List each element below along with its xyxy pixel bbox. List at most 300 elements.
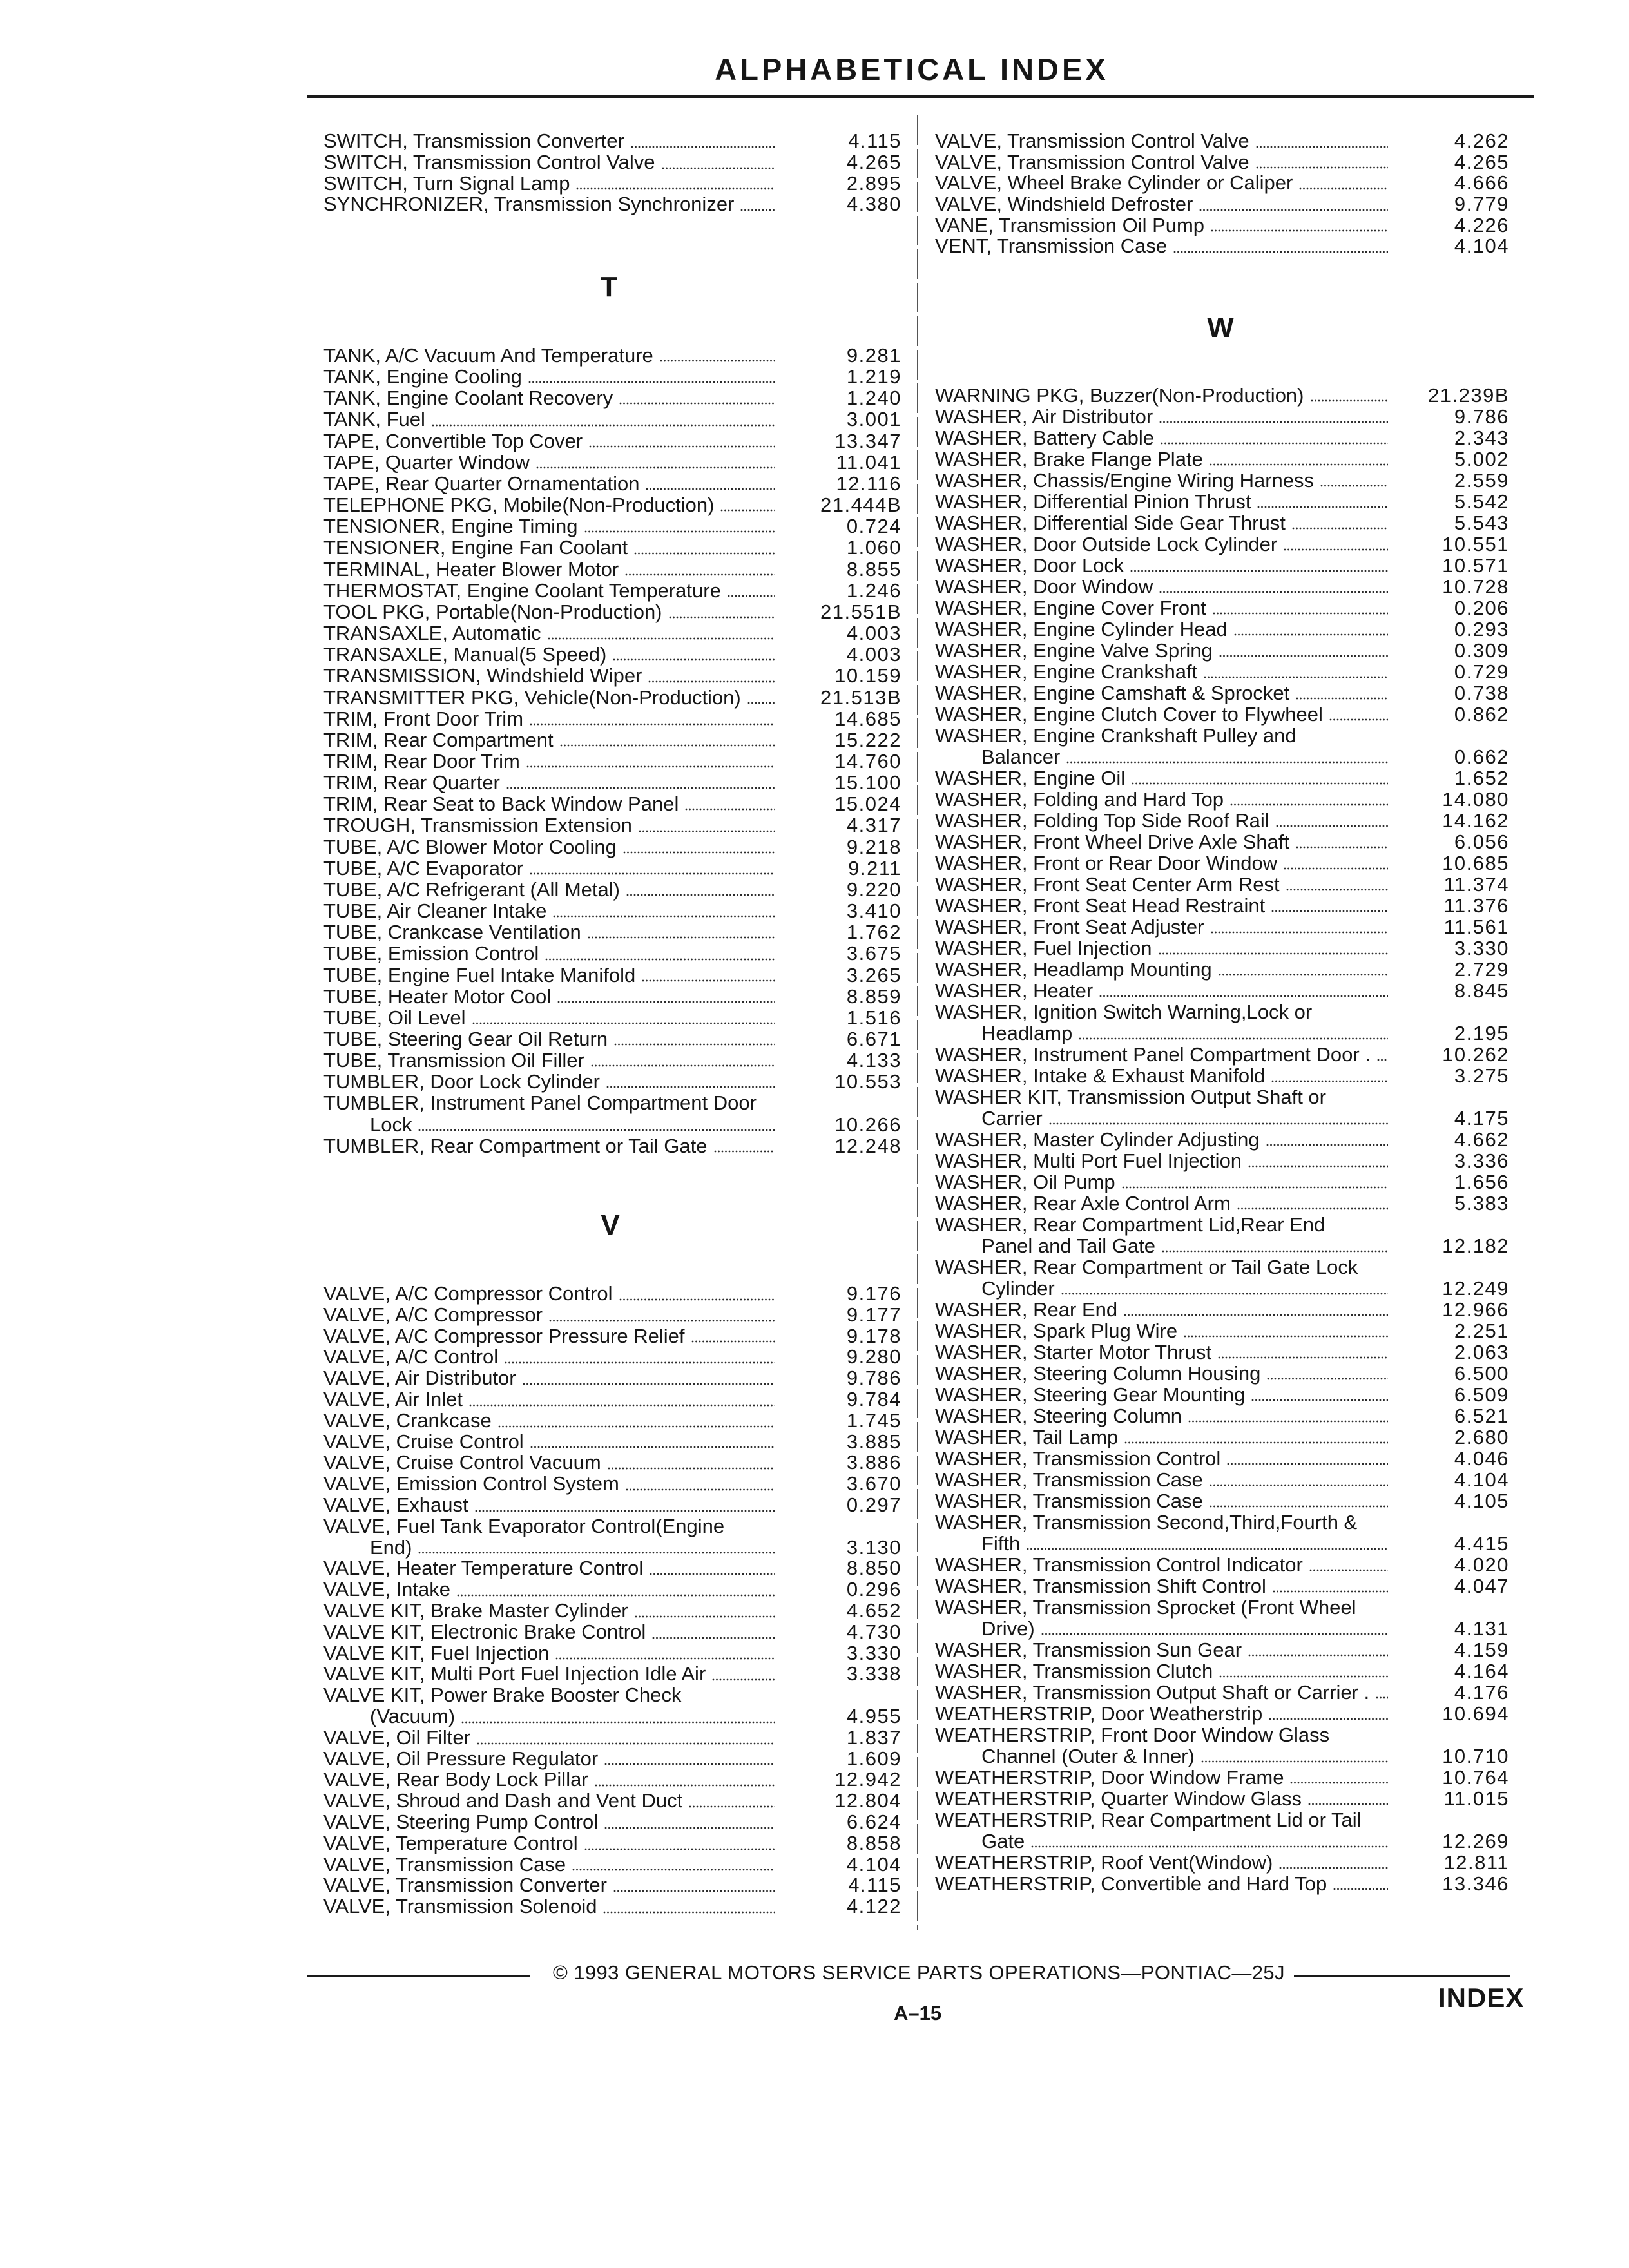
index-entry <box>323 559 901 580</box>
index-entry <box>323 1347 901 1368</box>
entry-name-continued: Cylinder <box>981 1276 1055 1300</box>
entry-name: SWITCH, Transmission Converter <box>323 130 624 152</box>
entry-page-number: 4.133 <box>846 1049 901 1072</box>
entry-name: VENT, Transmission Case <box>935 235 1168 258</box>
leader-dots <box>1271 910 1388 912</box>
entry-name: WARNING PKG, Buzzer(Non-Production) <box>935 383 1304 407</box>
entry-name: WASHER, Transmission Case <box>935 1489 1203 1512</box>
leader-dots <box>712 1678 775 1681</box>
index-entry <box>935 1873 1509 1894</box>
footer-copyright: © 1993 GENERAL MOTORS SERVICE PARTS OPERATIONS—PONTIAC—25J <box>553 1961 1285 1984</box>
index-entry <box>935 1554 1509 1575</box>
entry-page-number: 15.100 <box>834 771 901 794</box>
entry-page-number: 6.624 <box>846 1810 901 1833</box>
leader-dots <box>1248 1165 1388 1168</box>
entry-name: VALVE, A/C Control <box>323 1345 499 1369</box>
entry-continuation-line <box>935 1108 1509 1129</box>
entry-name: TANK, Engine Coolant Recovery <box>323 387 613 410</box>
leader-dots <box>1159 421 1388 423</box>
entry-name: VALVE, Cruise Control Vacuum <box>323 1451 601 1474</box>
entry-name: TUBE, Engine Fuel Intake Manifold <box>323 963 636 986</box>
index-entry <box>323 1389 901 1410</box>
entry-name: WASHER, Front or Rear Door Window <box>935 851 1278 874</box>
entry-page-number: 1.240 <box>846 387 901 410</box>
entry-name: SWITCH, Turn Signal Lamp <box>323 171 570 195</box>
index-entry <box>323 152 901 173</box>
leader-dots <box>604 1763 775 1765</box>
entry-page-number: 11.015 <box>1443 1787 1509 1810</box>
leader-dots <box>1227 1463 1388 1465</box>
index-entry <box>323 1600 901 1622</box>
entry-name: WEATHERSTRIP, Quarter Window Glass <box>935 1787 1302 1810</box>
index-entry <box>935 959 1509 980</box>
entry-name-continued: Balancer <box>981 745 1061 768</box>
entry-page-number: 8.845 <box>1454 979 1509 1002</box>
index-entry <box>935 704 1509 725</box>
index-entry <box>935 1852 1509 1873</box>
index-entry <box>323 1664 901 1685</box>
leader-dots <box>1320 485 1388 487</box>
entry-name: VALVE, Fuel Tank Evaporator Control(Engine <box>323 1514 725 1537</box>
index-entry <box>323 601 901 622</box>
index-entry <box>935 1299 1509 1320</box>
entry-continuation-line <box>935 1023 1509 1044</box>
entry-name-continued: Lock <box>370 1113 412 1136</box>
entry-page-number: 4.003 <box>846 622 901 645</box>
entry-page-number: 3.675 <box>846 942 901 965</box>
leader-dots <box>685 808 775 811</box>
entry-name: WASHER, Rear End <box>935 1298 1118 1321</box>
leader-dots <box>660 360 775 362</box>
leader-dots <box>1213 612 1388 615</box>
entry-page-number: 21.513B <box>820 686 901 709</box>
leader-dots <box>536 466 775 469</box>
entry-name: TRANSMISSION, Windshield Wiper <box>323 664 642 687</box>
entry-name: WASHER, Transmission Output Shaft or Carrier . <box>935 1680 1370 1704</box>
entry-name: TANK, Fuel <box>323 408 425 431</box>
leader-dots <box>1230 803 1388 806</box>
index-entry <box>323 1749 901 1770</box>
leader-dots <box>530 872 775 875</box>
index-entry <box>323 1410 901 1432</box>
index-entry <box>323 366 901 387</box>
entry-name: TENSIONER, Engine Timing <box>323 515 578 538</box>
leader-dots <box>689 1805 775 1808</box>
entry-page-number: 6.056 <box>1454 830 1509 853</box>
entry-continuation-line <box>323 1537 901 1559</box>
leader-dots <box>549 1320 775 1322</box>
leader-dots <box>523 1383 775 1385</box>
entry-page-number: 14.760 <box>834 749 901 773</box>
index-entry <box>323 194 901 215</box>
entry-name: TUBE, A/C Blower Motor Cooling <box>323 835 617 858</box>
entry-name: WASHER, Rear Axle Control Arm <box>935 1191 1231 1215</box>
index-entry <box>935 1320 1509 1341</box>
entry-page-number: 10.262 <box>1442 1043 1509 1066</box>
leader-dots <box>1296 846 1388 849</box>
entry-page-number: 2.195 <box>1454 1021 1509 1044</box>
leader-dots <box>572 1869 775 1871</box>
leader-dots <box>1122 1186 1388 1189</box>
entry-page-number: 9.178 <box>846 1324 901 1347</box>
leader-dots <box>498 1425 775 1428</box>
entry-name: WASHER, Engine Camshaft & Sprocket <box>935 681 1290 704</box>
leader-dots <box>619 402 775 405</box>
entry-page-number: 4.115 <box>848 130 901 152</box>
index-entry <box>935 385 1509 406</box>
index-entry <box>935 597 1509 619</box>
entry-name-continued: Gate <box>981 1829 1025 1852</box>
index-entry <box>323 1071 901 1092</box>
entry-name: VALVE, Heater Temperature Control <box>323 1557 644 1580</box>
leader-dots <box>1269 1718 1388 1720</box>
index-entry <box>323 729 901 751</box>
index-entry <box>323 1769 901 1791</box>
entry-page-number: 4.730 <box>846 1620 901 1643</box>
entry-name: TANK, A/C Vacuum And Temperature <box>323 344 653 367</box>
entry-page-number: 0.662 <box>1454 745 1509 768</box>
right-column-continued-entries <box>935 131 1509 257</box>
index-entry <box>935 1490 1509 1512</box>
entry-page-number: 3.885 <box>846 1430 901 1453</box>
entry-name: TAPE, Quarter Window <box>323 450 530 474</box>
entry-name: TENSIONER, Engine Fan Coolant <box>323 536 628 559</box>
leader-dots <box>1284 548 1388 551</box>
entry-name: WEATHERSTRIP, Convertible and Hard Top <box>935 1872 1327 1895</box>
leader-dots <box>1061 1293 1388 1295</box>
entry-name: WASHER, Folding Top Side Roof Rail <box>935 809 1269 832</box>
entry-name: WEATHERSTRIP, Roof Vent(Window) <box>935 1850 1273 1874</box>
entry-name: TRIM, Rear Quarter <box>323 771 500 794</box>
entry-name: WASHER, Brake Flange Plate <box>935 447 1203 470</box>
entry-page-number: 13.346 <box>1442 1872 1509 1895</box>
entry-name: WASHER, Headlamp Mounting <box>935 957 1212 981</box>
index-entry <box>323 1875 901 1896</box>
entry-name: VALVE, Oil Filter <box>323 1725 470 1749</box>
index-entry <box>935 1788 1509 1809</box>
entry-page-number: 4.265 <box>1454 150 1509 173</box>
left-column-continued-entries <box>323 131 901 215</box>
entry-page-number: 1.652 <box>1454 766 1509 789</box>
entry-page-number: 9.218 <box>846 835 901 858</box>
entry-continuation-line <box>935 746 1509 767</box>
index-entry <box>935 1150 1509 1171</box>
entry-page-number: 4.317 <box>846 814 901 837</box>
entry-name: WASHER, Heater <box>935 979 1094 1002</box>
leader-dots <box>1204 676 1388 678</box>
index-entry <box>935 1724 1509 1767</box>
entry-name: TAPE, Convertible Top Cover <box>323 429 583 452</box>
entry-name: WASHER, Engine Crankshaft Pulley and <box>935 724 1296 747</box>
entry-first-line <box>935 725 1509 746</box>
leader-dots <box>553 915 775 918</box>
leader-dots <box>740 209 775 211</box>
entry-name: VALVE KIT, Electronic Brake Control <box>323 1620 646 1643</box>
entry-page-number: 1.745 <box>846 1408 901 1432</box>
index-entry <box>323 751 901 772</box>
entry-page-number: 2.559 <box>1454 468 1509 492</box>
index-entry <box>935 448 1509 470</box>
leader-dots <box>1159 591 1388 593</box>
entry-name-continued: Channel (Outer & Inner) <box>981 1744 1195 1767</box>
index-entry <box>935 1809 1509 1852</box>
leader-dots <box>1031 1845 1388 1848</box>
entry-name: WASHER, Intake & Exhaust Manifold <box>935 1064 1266 1087</box>
index-entry <box>935 1001 1509 1044</box>
entry-name: WASHER, Engine Cover Front <box>935 596 1206 619</box>
entry-name: TROUGH, Transmission Extension <box>323 814 632 837</box>
leader-dots <box>648 680 775 683</box>
entry-first-line <box>935 1001 1509 1023</box>
index-entry <box>935 236 1509 257</box>
leader-dots <box>1284 867 1388 870</box>
section-letter-w: W <box>1207 312 1234 343</box>
index-entry <box>323 1896 901 1917</box>
entry-name: VALVE, Transmission Control Valve <box>935 129 1249 152</box>
entry-page-number: 0.862 <box>1454 702 1509 726</box>
entry-name: WASHER, Door Outside Lock Cylinder <box>935 532 1278 555</box>
index-entry <box>323 1812 901 1833</box>
entry-name: VALVE, Intake <box>323 1578 451 1601</box>
leader-dots <box>461 1721 775 1724</box>
index-entry <box>323 1643 901 1664</box>
entry-page-number: 4.020 <box>1454 1553 1509 1576</box>
entry-continuation-line <box>935 1831 1509 1852</box>
leader-dots <box>526 765 775 768</box>
index-entry <box>323 1516 901 1559</box>
entry-page-number: 6.509 <box>1454 1383 1509 1406</box>
index-entry <box>323 1727 901 1749</box>
entry-page-number: 6.521 <box>1454 1404 1509 1427</box>
index-entry <box>935 789 1509 810</box>
leader-dots <box>1276 825 1388 827</box>
entry-page-number: 12.966 <box>1442 1298 1509 1321</box>
entry-name: TUMBLER, Door Lock Cylinder <box>323 1070 600 1093</box>
leader-dots <box>604 1827 775 1829</box>
leader-dots <box>1124 1441 1388 1444</box>
entry-name: WASHER, Transmission Control Indicator <box>935 1553 1303 1576</box>
leader-dots <box>469 1404 775 1407</box>
entry-name: TRIM, Rear Compartment <box>323 728 554 751</box>
entry-name: VALVE, Crankcase <box>323 1408 492 1432</box>
index-entry <box>323 665 901 686</box>
entry-first-line <box>935 1214 1509 1235</box>
index-entry <box>935 1512 1509 1554</box>
entry-page-number: 3.001 <box>846 408 901 431</box>
index-entry <box>935 406 1509 427</box>
index-entry <box>935 1427 1509 1448</box>
entry-name: TUBE, Air Cleaner Intake <box>323 899 547 923</box>
index-entry <box>935 131 1509 152</box>
leader-dots <box>457 1594 775 1597</box>
leader-dots <box>1210 463 1388 466</box>
entry-name: VALVE, Transmission Control Valve <box>935 150 1249 173</box>
leader-dots <box>589 445 775 448</box>
entry-name: TRIM, Rear Seat to Back Window Panel <box>323 793 679 816</box>
leader-dots <box>528 381 775 383</box>
entry-page-number: 21.239B <box>1428 383 1509 407</box>
index-entry <box>935 215 1509 236</box>
entry-page-number: 4.955 <box>846 1704 901 1727</box>
entry-page-number: 1.762 <box>846 921 901 944</box>
entry-page-number: 3.275 <box>1454 1064 1509 1087</box>
index-entry <box>935 916 1509 937</box>
entry-name-continued: Drive) <box>981 1617 1035 1640</box>
entry-first-line <box>323 1092 901 1113</box>
entry-page-number: 11.041 <box>836 450 901 474</box>
entry-page-number: 0.724 <box>846 515 901 538</box>
section-t-entries <box>323 345 901 1157</box>
index-entry <box>323 430 901 452</box>
entry-name: VALVE, Transmission Case <box>323 1852 566 1876</box>
entry-continuation-line <box>935 1618 1509 1639</box>
entry-name: WASHER, Spark Plug Wire <box>935 1319 1178 1342</box>
index-entry <box>935 1597 1509 1639</box>
leader-dots <box>623 851 775 854</box>
leader-dots <box>1333 1888 1388 1890</box>
entry-page-number: 4.652 <box>846 1599 901 1622</box>
leader-dots <box>1237 1207 1388 1210</box>
leader-dots <box>1292 527 1388 530</box>
index-entry <box>323 1432 901 1453</box>
entry-page-number: 0.297 <box>846 1493 901 1516</box>
entry-page-number: 10.685 <box>1442 851 1509 874</box>
entry-name: VALVE, Air Inlet <box>323 1387 463 1410</box>
entry-name: WASHER, Folding and Hard Top <box>935 787 1224 811</box>
leader-dots <box>652 1637 775 1639</box>
entry-page-number: 3.330 <box>1454 936 1509 959</box>
entry-page-number: 10.694 <box>1442 1702 1509 1725</box>
index-entry <box>935 661 1509 682</box>
entry-name: TUBE, Crankcase Ventilation <box>323 921 581 944</box>
index-entry <box>935 1703 1509 1724</box>
index-entry <box>323 1452 901 1474</box>
leader-dots <box>432 424 775 427</box>
entry-name: WASHER, Tail Lamp <box>935 1425 1119 1448</box>
entry-page-number: 4.115 <box>848 1874 901 1897</box>
leader-dots <box>625 573 775 576</box>
index-entry <box>323 622 901 644</box>
entry-page-number: 9.786 <box>1454 405 1509 428</box>
entry-name: VALVE, Emission Control System <box>323 1472 619 1495</box>
entry-name: WASHER, Rear Compartment Lid,Rear End <box>935 1213 1325 1236</box>
entry-page-number: 9.211 <box>848 856 901 879</box>
entry-name: WASHER, Steering Column Housing <box>935 1361 1261 1385</box>
index-entry <box>935 1384 1509 1405</box>
index-entry <box>935 1171 1509 1193</box>
entry-name: WASHER, Front Seat Center Arm Rest <box>935 872 1280 896</box>
entry-name: VANE, Transmission Oil Pump <box>935 213 1205 236</box>
index-entry <box>323 537 901 558</box>
index-entry <box>323 452 901 473</box>
entry-page-number: 1.837 <box>846 1725 901 1749</box>
leader-dots <box>1027 1548 1388 1550</box>
index-entry <box>935 1405 1509 1427</box>
leader-dots <box>1041 1633 1388 1635</box>
entry-name: TRIM, Rear Door Trim <box>323 749 520 773</box>
leader-dots <box>1188 1420 1388 1423</box>
entry-first-line <box>935 1597 1509 1618</box>
leader-dots <box>1184 1335 1388 1338</box>
leader-dots <box>1376 1696 1388 1699</box>
index-entry <box>323 1854 901 1876</box>
entry-name: WASHER, Transmission Control <box>935 1446 1221 1470</box>
entry-page-number: 6.500 <box>1454 1361 1509 1385</box>
entry-name: WASHER, Front Seat Adjuster <box>935 915 1204 938</box>
leader-dots <box>603 1911 775 1914</box>
entry-name: TUBE, A/C Refrigerant (All Metal) <box>323 878 620 901</box>
index-entry <box>323 1305 901 1326</box>
leader-dots <box>1234 633 1388 636</box>
entry-page-number: 8.850 <box>846 1557 901 1580</box>
section-w-entries <box>935 385 1509 1894</box>
entry-page-number: 2.063 <box>1454 1340 1509 1363</box>
entry-page-number: 1.609 <box>846 1747 901 1770</box>
entry-name: SYNCHRONIZER, Transmission Synchronizer <box>323 193 735 216</box>
entry-continuation-line <box>323 1114 901 1135</box>
index-entry <box>935 1639 1509 1660</box>
index-entry <box>935 533 1509 555</box>
entry-name: SWITCH, Transmission Control Valve <box>323 150 655 173</box>
index-entry <box>323 515 901 537</box>
entry-page-number: 0.293 <box>1454 617 1509 640</box>
index-entry <box>935 1363 1509 1384</box>
entry-name: TELEPHONE PKG, Mobile(Non-Production) <box>323 494 715 517</box>
entry-name-continued: Carrier <box>981 1106 1043 1129</box>
entry-name: VALVE, Rear Body Lock Pillar <box>323 1768 588 1791</box>
entry-name: WASHER, Front Seat Head Restraint <box>935 894 1266 917</box>
entry-page-number: 3.336 <box>1454 1149 1509 1172</box>
entry-page-number: 10.571 <box>1442 553 1509 577</box>
entry-name: VALVE KIT, Fuel Injection <box>323 1641 550 1664</box>
entry-page-number: 14.685 <box>834 707 901 730</box>
leader-dots <box>1079 1037 1388 1040</box>
leader-dots <box>650 1573 775 1575</box>
leader-dots <box>1173 251 1388 253</box>
entry-name: TANK, Engine Cooling <box>323 365 522 389</box>
entry-page-number: 9.220 <box>846 878 901 901</box>
leader-dots <box>1199 209 1388 211</box>
entry-page-number: 4.159 <box>1454 1638 1509 1661</box>
leader-dots <box>606 1086 775 1088</box>
leader-dots <box>1308 1803 1388 1805</box>
entry-page-number: 0.729 <box>1454 660 1509 683</box>
leader-dots <box>1256 166 1388 169</box>
entry-page-number: 9.786 <box>846 1367 901 1390</box>
leader-dots <box>1309 1569 1388 1571</box>
entry-name: TRANSMITTER PKG, Vehicle(Non-Production) <box>323 686 741 709</box>
entry-name: WASHER, Master Cylinder Adjusting <box>935 1128 1260 1151</box>
leader-dots <box>613 1890 775 1892</box>
leader-dots <box>669 616 775 619</box>
entry-page-number: 1.246 <box>846 579 901 602</box>
index-entry <box>323 1495 901 1516</box>
index-entry <box>935 767 1509 789</box>
index-entry <box>323 708 901 729</box>
index-entry <box>323 131 901 152</box>
entry-page-number: 8.855 <box>846 557 901 581</box>
index-entry <box>935 831 1509 852</box>
entry-page-number: 4.131 <box>1454 1617 1509 1640</box>
index-entry <box>323 943 901 964</box>
index-entry <box>323 986 901 1007</box>
index-entry <box>935 1065 1509 1086</box>
entry-name: WASHER, Rear Compartment or Tail Gate Lock <box>935 1255 1358 1278</box>
leader-dots <box>477 1742 775 1745</box>
entry-page-number: 2.343 <box>1454 426 1509 449</box>
entry-name: WASHER, Transmission Case <box>935 1468 1203 1491</box>
entry-name: WASHER, Steering Column <box>935 1404 1182 1427</box>
